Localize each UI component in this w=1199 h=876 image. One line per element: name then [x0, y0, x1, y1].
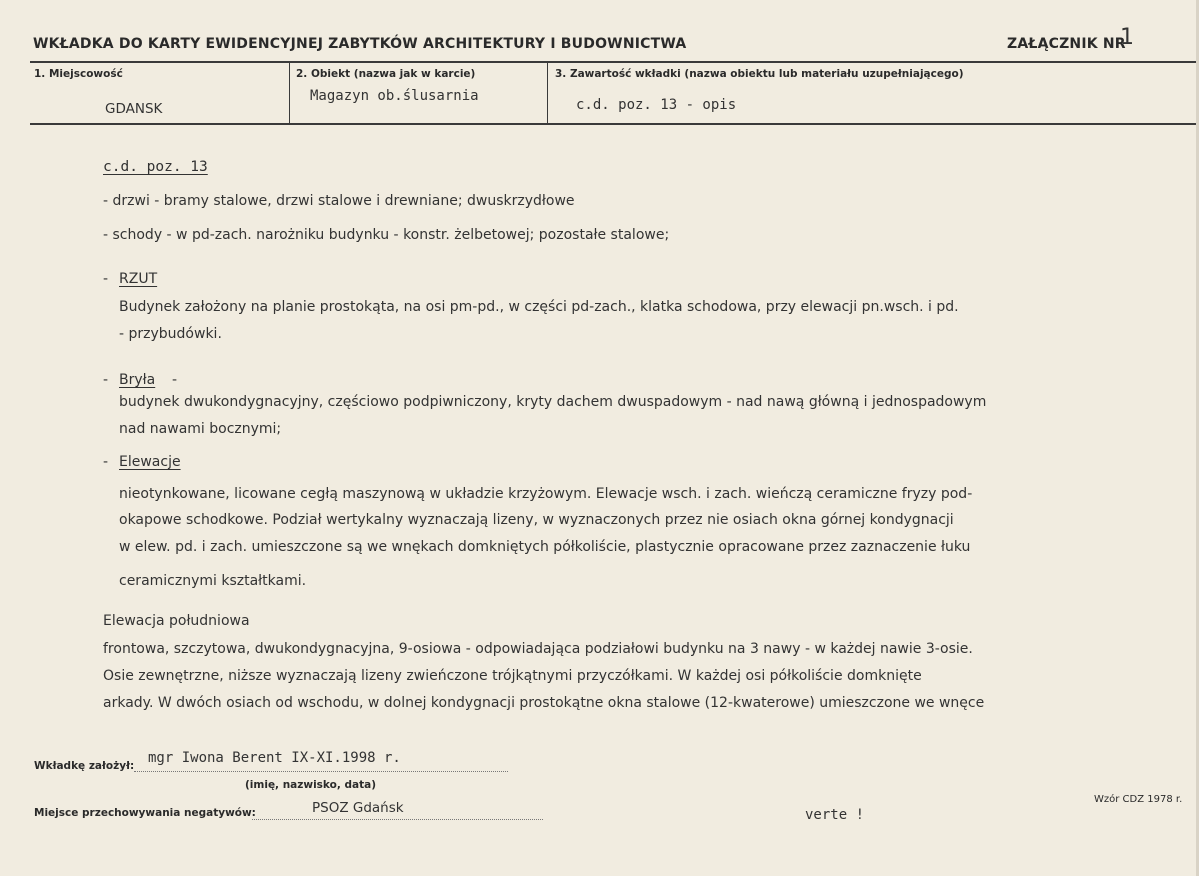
made-by-value: mgr Iwona Berent IX-XI.1998 r. [148, 750, 401, 766]
made-by-label: Wkładkę założył: [34, 760, 135, 772]
form-model: Wzór CDZ 1978 r. [1094, 794, 1183, 805]
rzut-dash: - [103, 271, 109, 287]
south-elevation-heading: Elewacja południowa [103, 613, 250, 629]
field-1-value: GDANSK [105, 101, 163, 117]
negatives-line [252, 819, 543, 820]
bryla-line-1: budynek dwukondygnacyjny, częściowo podpiwniczony, kryty dachem dwuspadowym - nad nawą główną i jednospadowym [119, 394, 987, 410]
south-line-1: frontowa, szczytowa, dwukondygnacyjna, 9-osiowa - odpowiadająca podziałowi budynku na 3 nawy - w każdej nawie 3-osie. [103, 641, 973, 657]
attachment-number: 1 [1120, 25, 1135, 50]
elewacje-dash: - [103, 454, 109, 470]
bryla-dash: - [103, 372, 109, 388]
bryla-tail: - [172, 372, 178, 388]
field-2-label: 2. Obiekt (nazwa jak w karcie) [296, 68, 476, 80]
verte-note: verte ! [805, 807, 865, 823]
negatives-value: PSOZ Gdańsk [312, 800, 404, 816]
made-by-line [134, 771, 508, 772]
bryla-line-2: nad nawami bocznymi; [119, 421, 282, 437]
elewacje-line-3: w elew. pd. i zach. umieszczone są we wnękach domkniętych półkoliście, plastycznie opracowane przez zaznaczenie łuku [119, 539, 971, 555]
elewacje-line-2: okapowe schodkowe. Podział wertykalny wyznaczają lizeny, w wyznaczonych przez nie osiach okna górnej kondygnacji [119, 512, 954, 528]
negatives-label: Miejsce przechowywania negatywów: [34, 807, 256, 819]
field-2-value: Magazyn ob.ślusarnia [310, 88, 479, 104]
elewacje-line-1: nieotynkowane, licowane cegłą maszynową w układzie krzyżowym. Elewacje wsch. i zach. wieńczą ceramiczne fryzy pod- [119, 486, 973, 502]
field-3-label: 3. Zawartość wkładki (nazwa obiektu lub materiału uzupełniającego) [555, 68, 964, 80]
field-1-label: 1. Miejscowość [34, 68, 123, 80]
field-3-value: c.d. poz. 13 - opis [576, 97, 737, 113]
header-rule [30, 61, 1199, 63]
rzut-line-2: - przybudówki. [119, 326, 222, 342]
attachment-label: ZAŁĄCZNIK NR [1007, 36, 1126, 52]
text-line-doors: - drzwi - bramy stalowe, drzwi stalowe i drewniane; dwuskrzydłowe [103, 193, 575, 209]
south-line-3: arkady. W dwóch osiach od wschodu, w dolnej kondygnacji prostokątne okna stalowe (12-kwaterowe) umieszczone we wnęce [103, 695, 985, 711]
rzut-heading: RZUT [119, 271, 158, 287]
section-heading: c.d. poz. 13 [103, 159, 208, 175]
field-divider-2 [547, 62, 548, 124]
text-line-stairs: - schody - w pd-zach. narożniku budynku - konstr. żelbetowej; pozostałe stalowe; [103, 227, 670, 243]
made-by-caption: (imię, nazwisko, data) [245, 779, 376, 791]
fields-rule [30, 123, 1199, 125]
elewacje-line-4: ceramicznymi kształtkami. [119, 573, 307, 589]
field-divider-1 [289, 62, 290, 124]
rzut-line-1: Budynek założony na planie prostokąta, na osi pm-pd., w części pd-zach., klatka schodowa, przy elewacji pn.wsch. i pd. [119, 299, 959, 315]
card-title: WKŁADKA DO KARTY EWIDENCYJNEJ ZABYTKÓW ARCHITEKTURY I BUDOWNICTWA [33, 36, 687, 52]
bryla-heading: Bryła [119, 372, 156, 388]
south-line-2: Osie zewnętrzne, niższe wyznaczają lizeny zwieńczone trójkątnymi przyczółkami. W każdej osi półkoliście domknięte [103, 668, 922, 684]
elewacje-heading: Elewacje [119, 454, 181, 470]
